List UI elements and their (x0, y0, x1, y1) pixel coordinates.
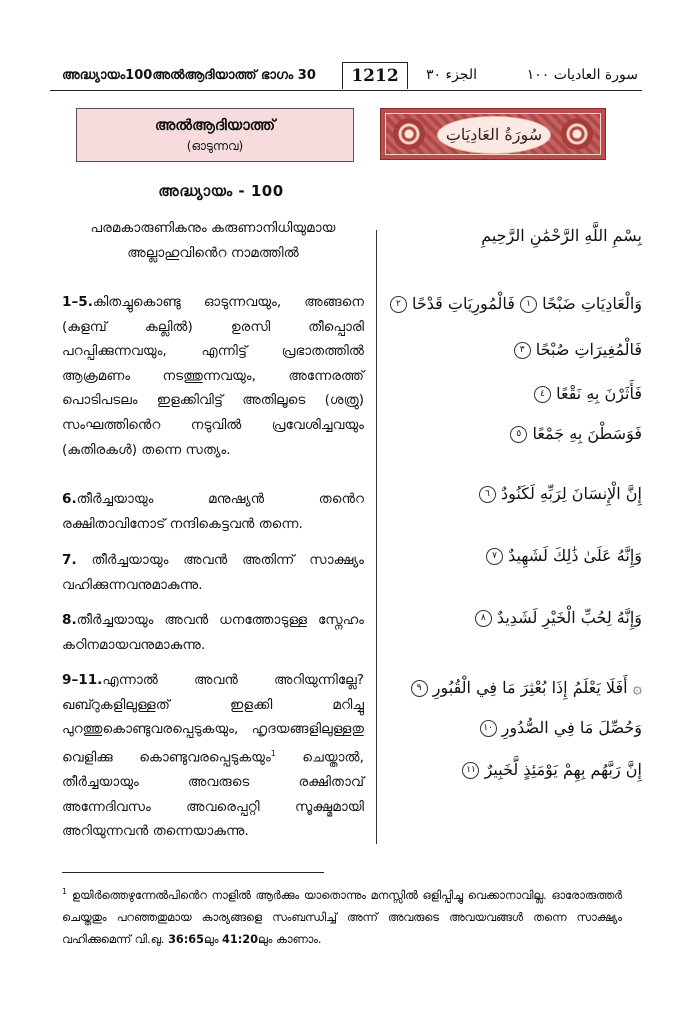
translation-paragraph (62, 608, 364, 657)
footnote-text: ഉയിർത്തെഴുന്നേൽപിൻെറ നാളിൽ ആർക്കും യാതൊന്നും മനസ്സിൽ ഒളിപ്പിച്ചു വെക്കാനാവില്ല. ഓരോരുത്തർ ചെയ്തതും പറഞ്ഞതുമായ കാര്യങ്ങളെ സംബന്ധിച്ച് അന്ന് അവരുടെ അവയവങ്ങൾ തന്നെ സാക്ഷ്യം വഹിക്കുമെന്ന് വി.ഖു. (62, 888, 622, 946)
verse-number: 7. (62, 552, 77, 568)
basmala: بِسْمِ اللَّهِ الرَّحْمَٰنِ الرَّحِيمِ (481, 226, 642, 245)
translation-text: തീർച്ചയായും അവൻ അതിന്ന് സാക്ഷ്യം വഹിക്കുന്നവനുമാകുന്നു. (62, 552, 364, 593)
arabic-verse: ۞ أَفَلَا يَعْلَمُ إِذَا بُعْثِرَ مَا فِي الْقُبُورِ (432, 678, 642, 697)
footnote (62, 881, 622, 951)
verse-marker: ١٠ (480, 720, 497, 737)
verse-number: 1–5. (62, 294, 93, 310)
arabic-verse: وَإِنَّهُ عَلَىٰ ذَٰلِكَ لَشَهِيدٌ (508, 546, 642, 565)
verse-number: 6. (62, 491, 77, 507)
arabic-verse: وَالْعَادِيَاتِ ضَبْحًا (542, 294, 642, 313)
footnote-reference[interactable]: 1 (270, 748, 276, 758)
translation-text: തീർച്ചയായും മനുഷ്യൻ തൻെറ രക്ഷിതാവിനോട് നന്ദികെട്ടവൻ തന്നെ. (62, 491, 364, 532)
verse-marker: ٢ (390, 296, 407, 313)
invocation-line-1: പരമകാരുണികനും കരുണാനിധിയുമായ (90, 220, 336, 236)
arabic-verse-line (475, 608, 642, 627)
arabic-verse-line (480, 718, 642, 737)
arabic-verse: إِنَّ رَبَّهُم بِهِمْ يَوْمَئِذٍ لَّخَبِيرٌ (484, 760, 642, 779)
verse-marker: ٤ (534, 386, 551, 403)
arabic-verse: فَالْمُورِيَاتِ قَدْحًا (412, 294, 515, 313)
rosette-icon (393, 118, 425, 150)
arabic-verse: وَحُصِّلَ مَا فِي الصُّدُورِ (501, 718, 642, 737)
translation-text: ചെയ്താൽ, തീർച്ചയായും അവരുടെ രക്ഷിതാവ് അന്നേദിവസം അവരെപ്പറ്റി സൂക്ഷ്മമായി അറിയുന്നവൻ തന്നെയാകുന്നു. (62, 749, 364, 840)
verse-marker: ١١ (462, 762, 479, 779)
translation-paragraph (62, 290, 364, 462)
chapter-subtitle: (ഓടുന്നവ) (186, 139, 244, 153)
footnote-text: ലും കാണാം. (257, 932, 322, 946)
page-number: 1212 (342, 62, 408, 89)
footnote-divider (62, 872, 324, 873)
chapter-title-box (76, 108, 354, 162)
chapter-heading: അദ്ധ്യായം - 100 (158, 182, 284, 200)
arabic-verse: إِنَّ الْإِنسَانَ لِرَبِّهِ لَكَنُودٌ (500, 484, 642, 503)
translation-paragraph (62, 548, 364, 597)
footnote-text: ലും (204, 932, 223, 946)
arabic-verse-line (462, 760, 642, 779)
verse-marker: ٣ (514, 342, 531, 359)
verse-number: 8. (62, 612, 77, 628)
translation-paragraph (62, 487, 364, 536)
arabic-verse: فَأَثَرْنَ بِهِ نَقْعًا (556, 384, 642, 403)
translation-text: കിതച്ചുകൊണ്ടു ഓടുന്നവയും, അങ്ങനെ (കുളമ്പ് കല്ലിൽ) ഉരസി തീപ്പൊരി പറപ്പിക്കുന്നവയും, എന്നിട്ട് പ്രഭാതത്തിൽ ആക്രമണം നടത്തുന്നവയും, അന്നേരത്ത് പൊടിപടലം ഇളക്കിവിട്ട് അതിലൂടെ (ശത്രു) സംഘത്തിൻെറ നടുവിൽ പ്രവേശിച്ചവയും (കുതിരകൾ) തന്നെ സത്യം. (62, 294, 364, 458)
translation-paragraph (62, 668, 364, 844)
arabic-verse-line (390, 294, 642, 313)
footnote-reference-2: 41:20 (222, 932, 258, 946)
page-header (50, 62, 642, 91)
header-chapter-label: അദ്ധ്യായം100അൽആദിയാത്ത് ഭാഗം 30 (62, 68, 316, 83)
footnote-reference-1: 36:65 (168, 932, 205, 946)
verse-marker: ٥ (510, 426, 527, 443)
invocation-line-2: അല്ലാഹുവിൻെറ നാമത്തിൽ (127, 244, 299, 261)
verse-marker: ٩ (411, 680, 428, 697)
verse-marker: ١ (520, 296, 537, 313)
arabic-verse-line (486, 546, 642, 565)
arabic-verse: فَالْمُغِيرَاتِ صُبْحًا (535, 340, 642, 359)
invocation (62, 216, 364, 265)
chapter-title: അൽആദിയാത്ത് (154, 116, 276, 134)
column-divider (376, 230, 377, 844)
header-juz: الجزء ٣٠ (426, 67, 477, 83)
translation-text: എന്നാൽ അവൻ അറിയുന്നില്ലേ? ഖബ്റുകളിലുള്ളത് ഇളക്കി മറിച്ചു പുറത്തുകൊണ്ടുവരപ്പെടുകയും, ഹൃദയങ്ങളിലുള്ളതു വെളിക്കു കൊണ്ടുവരപ്പെടുകയും (62, 672, 364, 766)
verse-marker: ٨ (475, 610, 492, 627)
verse-marker: ٦ (479, 486, 496, 503)
translation-text: തീർച്ചയായും അവൻ ധനത്തോടുള്ള സ്നേഹം കഠിനമായവനുമാകുന്നു. (62, 612, 364, 653)
arabic-verse-line (510, 424, 642, 443)
footnote-mark: 1 (62, 887, 68, 896)
header-surah: سورة العاديات ١٠٠ (526, 67, 638, 83)
arabic-verse: وَإِنَّهُ لِحُبِّ الْخَيْرِ لَشَدِيدٌ (496, 608, 642, 627)
arabic-verse-line (479, 484, 642, 503)
surah-name-calligraphy: سُورَةُ العَادِيَاتِ (437, 116, 551, 154)
rosette-icon (561, 118, 593, 150)
verse-number: 9–11. (62, 672, 103, 688)
surah-banner (380, 108, 606, 160)
verse-marker: ٧ (486, 548, 503, 565)
arabic-verse: فَوَسَطْنَ بِهِ جَمْعًا (532, 424, 642, 443)
arabic-verse-line (514, 340, 642, 359)
arabic-verse-line (411, 678, 642, 697)
arabic-verse-line (534, 384, 642, 403)
